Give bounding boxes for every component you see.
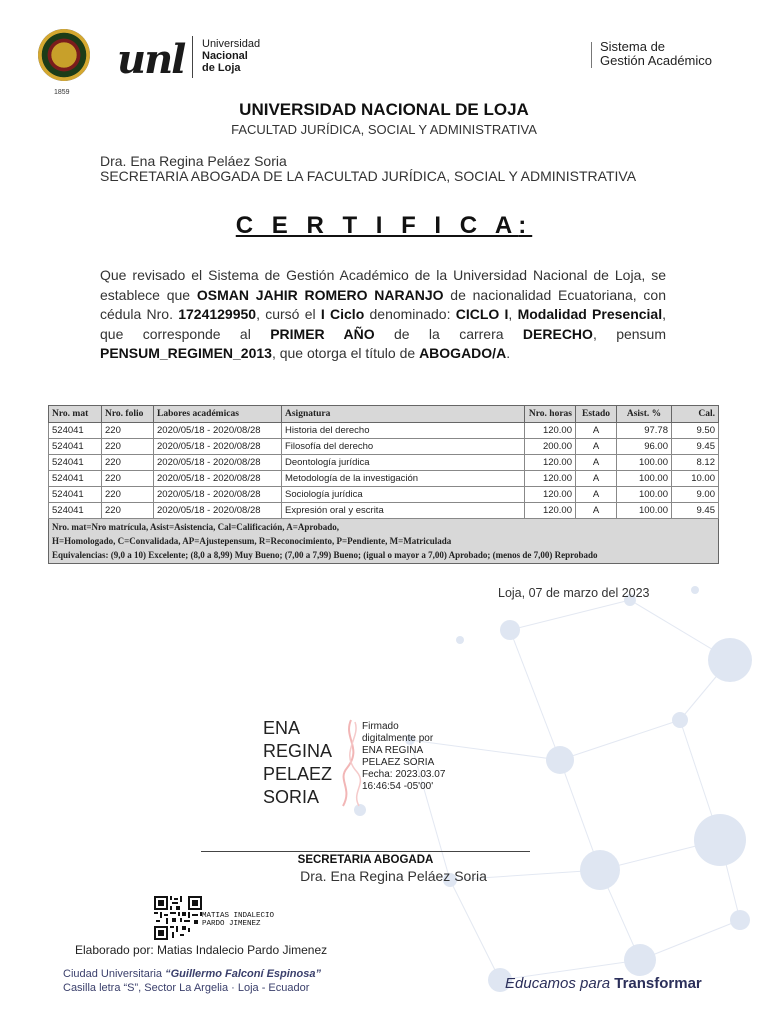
legend-line-3: Equivalencias: (9,0 a 10) Excelente; (8,0 a 8,99) Muy Bueno; (7,00 a 7,99) Bueno; (igual o mayor a 7,00) Aprobado; (menos de 7,00) Reprobado xyxy=(52,550,598,560)
cell-labores: 2020/05/18 - 2020/08/28 xyxy=(154,439,282,455)
cell-asignatura: Deontología jurídica xyxy=(282,455,525,471)
signature-name xyxy=(263,717,332,809)
col-asistencia: Asist. % xyxy=(617,406,672,423)
cell-calificacion: 9.45 xyxy=(672,503,719,519)
signature-text-line: PELAEZ SORIA xyxy=(362,757,435,768)
cell-asistencia: 97.78 xyxy=(617,423,672,439)
cell-estado: A xyxy=(576,487,617,503)
cell-nro-folio: 220 xyxy=(102,471,154,487)
cell-nro-mat: 524041 xyxy=(49,423,102,439)
signature-name-line: REGINA xyxy=(263,741,333,761)
signature-text-line: Firmado xyxy=(362,721,399,732)
wordmark-line-3: de Loja xyxy=(202,62,241,74)
cell-calificacion: 9.50 xyxy=(672,423,719,439)
col-estado: Estado xyxy=(576,406,617,423)
col-horas: Nro. horas xyxy=(525,406,576,423)
cell-asignatura: Expresión oral y escrita xyxy=(282,503,525,519)
footer-campus-label: Ciudad Universitaria xyxy=(63,968,166,980)
cell-labores: 2020/05/18 - 2020/08/28 xyxy=(154,423,282,439)
cell-estado: A xyxy=(576,423,617,439)
cell-nro-folio: 220 xyxy=(102,439,154,455)
signature-name-line: SORIA xyxy=(263,787,320,807)
cell-asistencia: 100.00 xyxy=(617,471,672,487)
cell-nro-mat: 524041 xyxy=(49,439,102,455)
signature-name-line: ENA xyxy=(263,718,301,738)
cell-calificacion: 8.12 xyxy=(672,455,719,471)
cell-nro-folio: 220 xyxy=(102,487,154,503)
signature-name-line: PELAEZ xyxy=(263,764,333,784)
certifica-text: C E R T I F I C A xyxy=(235,212,519,239)
slogan-part-1: Educamos para xyxy=(505,975,615,992)
table-row xyxy=(49,423,719,439)
system-divider xyxy=(591,42,592,68)
logo-divider xyxy=(192,36,193,78)
signature-text-line: digitalmente por xyxy=(362,733,434,744)
table-legend xyxy=(49,519,719,564)
cell-nro-mat: 524041 xyxy=(49,471,102,487)
system-name-line-2: Gestión Académico xyxy=(600,53,713,68)
cell-nro-folio: 220 xyxy=(102,423,154,439)
career: DERECHO xyxy=(522,325,593,342)
secretary-block xyxy=(100,154,660,184)
table-row xyxy=(49,455,719,471)
cell-labores: 2020/05/18 - 2020/08/28 xyxy=(154,487,282,503)
table-legend-row xyxy=(49,519,719,564)
legend-line-2: H=Homologado, C=Convalidada, AP=Ajustepensum, R=Reconocimiento, P=Pendiente, M=Matriculada xyxy=(52,536,452,546)
cell-labores: 2020/05/18 - 2020/08/28 xyxy=(154,503,282,519)
cell-calificacion: 10.00 xyxy=(672,471,719,487)
degree-title: ABOGADO/A xyxy=(419,345,507,361)
student-name: OSMAN JAHIR ROMERO NARANJO xyxy=(196,286,444,303)
certifica-colon: : xyxy=(518,212,533,239)
cell-estado: A xyxy=(576,503,617,519)
signature-text-line: Fecha: 2023.03.07 xyxy=(362,769,446,780)
cell-labores: 2020/05/18 - 2020/08/28 xyxy=(154,471,282,487)
cell-asignatura: Metodología de la investigación xyxy=(282,471,525,487)
cell-nro-mat: 524041 xyxy=(49,503,102,519)
cell-asignatura: Historia del derecho xyxy=(282,423,525,439)
faculty-title: FACULTAD JURÍDICA, SOCIAL Y ADMINISTRATIVA xyxy=(231,122,537,137)
cell-asignatura: Filosofía del derecho xyxy=(282,439,525,455)
cell-asistencia: 100.00 xyxy=(617,487,672,503)
unl-logo-mark: unl xyxy=(117,36,185,83)
cell-calificacion: 9.45 xyxy=(672,439,719,455)
signature-text-line: 16:46:54 -05'00' xyxy=(362,781,434,792)
secretary-title: SECRETARIA ABOGADA DE LA FACULTAD JURÍDICA, SOCIAL Y ADMINISTRATIVA xyxy=(100,168,637,184)
table-row xyxy=(49,471,719,487)
cell-nro-folio: 220 xyxy=(102,503,154,519)
cell-nro-mat: 524041 xyxy=(49,455,102,471)
cell-nro-folio: 220 xyxy=(102,455,154,471)
system-name-line-1: Sistema de xyxy=(600,39,666,54)
modalidad: Modalidad Presencial xyxy=(517,306,663,322)
cell-asistencia: 100.00 xyxy=(617,455,672,471)
cell-estado: A xyxy=(576,439,617,455)
cell-labores: 2020/05/18 - 2020/08/28 xyxy=(154,455,282,471)
col-labores: Labores académicas xyxy=(154,406,282,423)
digital-signature-text xyxy=(362,721,445,793)
col-calificacion: Cal. xyxy=(672,406,719,423)
qr-text-line-2: PARDO JIMENEZ xyxy=(202,920,261,928)
cell-horas: 200.00 xyxy=(525,439,576,455)
university-title: UNIVERSIDAD NACIONAL DE LOJA xyxy=(239,100,529,119)
certification-paragraph: Que revisado el Sistema de Gestión Académico de la Universidad Nacional de Loja, se establece que OSMAN JAHIR ROMERO NARANJO de nacionalidad Ecuatoriana, con cédula Nro. 1724129950, cursó el I Ciclo denominado: CICLO I, Modalidad Presencial, que corresponde al PRIMER AÑO de la carrera DERECHO, pensum PENSUM_REGIMEN_2013, que otorga el título de ABOGADO/A. xyxy=(100,267,667,361)
grades-table xyxy=(48,405,719,564)
student-id: 1724129950 xyxy=(178,306,257,322)
footer-campus-name: “Guillermo Falconí Espinosa” xyxy=(165,968,321,980)
signer-role: SECRETARIA ABOGADA xyxy=(297,854,434,866)
system-name xyxy=(600,40,712,68)
cell-asistencia: 96.00 xyxy=(617,439,672,455)
col-nro-mat: Nro. mat xyxy=(49,406,102,423)
cell-horas: 120.00 xyxy=(525,503,576,519)
cell-horas: 120.00 xyxy=(525,455,576,471)
prepared-by: Elaborado por: Matias Indalecio Pardo Jimenez xyxy=(75,943,328,957)
signature-line xyxy=(201,851,530,852)
wordmark-line-1: Universidad xyxy=(202,38,261,50)
col-asignatura: Asignatura xyxy=(282,406,525,423)
cell-nro-mat: 524041 xyxy=(49,487,102,503)
cell-asistencia: 100.00 xyxy=(617,503,672,519)
table-row xyxy=(49,503,719,519)
certifica-heading xyxy=(0,212,768,240)
university-seal-logo xyxy=(38,29,90,81)
table-row xyxy=(49,487,719,503)
pensum: PENSUM_REGIMEN_2013 xyxy=(100,345,272,361)
cell-horas: 120.00 xyxy=(525,423,576,439)
cell-horas: 120.00 xyxy=(525,471,576,487)
table-header-row xyxy=(49,406,719,423)
col-nro-folio: Nro. folio xyxy=(102,406,154,423)
year-level: PRIMER AÑO xyxy=(270,325,375,342)
university-wordmark xyxy=(202,38,260,74)
ciclo-number: I Ciclo xyxy=(320,306,365,322)
ciclo-name: CICLO I xyxy=(455,306,509,322)
cell-horas: 120.00 xyxy=(525,487,576,503)
qr-signer-text xyxy=(202,912,274,928)
footer-address-line-1 xyxy=(63,968,321,980)
seal-year: 1859 xyxy=(54,89,70,96)
signer-full-name: Dra. Ena Regina Peláez Soria xyxy=(300,868,487,884)
qr-code-icon xyxy=(154,896,202,940)
footer-address-line-2: Casilla letra “S”, Sector La Argelia · Loja - Ecuador xyxy=(63,982,310,994)
legend-line-1: Nro. mat=Nro matrícula, Asist=Asistencia, Cal=Calificación, A=Aprobado, xyxy=(52,522,340,532)
cell-estado: A xyxy=(576,471,617,487)
footer-slogan xyxy=(505,975,702,992)
cell-calificacion: 9.00 xyxy=(672,487,719,503)
issue-date: Loja, 07 de marzo del 2023 xyxy=(498,586,650,600)
signature-text-line: ENA REGINA xyxy=(362,745,424,756)
qr-text-line-1: MATIAS INDALECIO xyxy=(202,912,275,920)
secretary-name: Dra. Ena Regina Peláez Soria xyxy=(100,153,287,169)
wordmark-line-2: Nacional xyxy=(202,50,248,62)
cell-estado: A xyxy=(576,455,617,471)
table-row xyxy=(49,439,719,455)
cell-asignatura: Sociología jurídica xyxy=(282,487,525,503)
slogan-part-2: Transformar xyxy=(614,975,702,992)
